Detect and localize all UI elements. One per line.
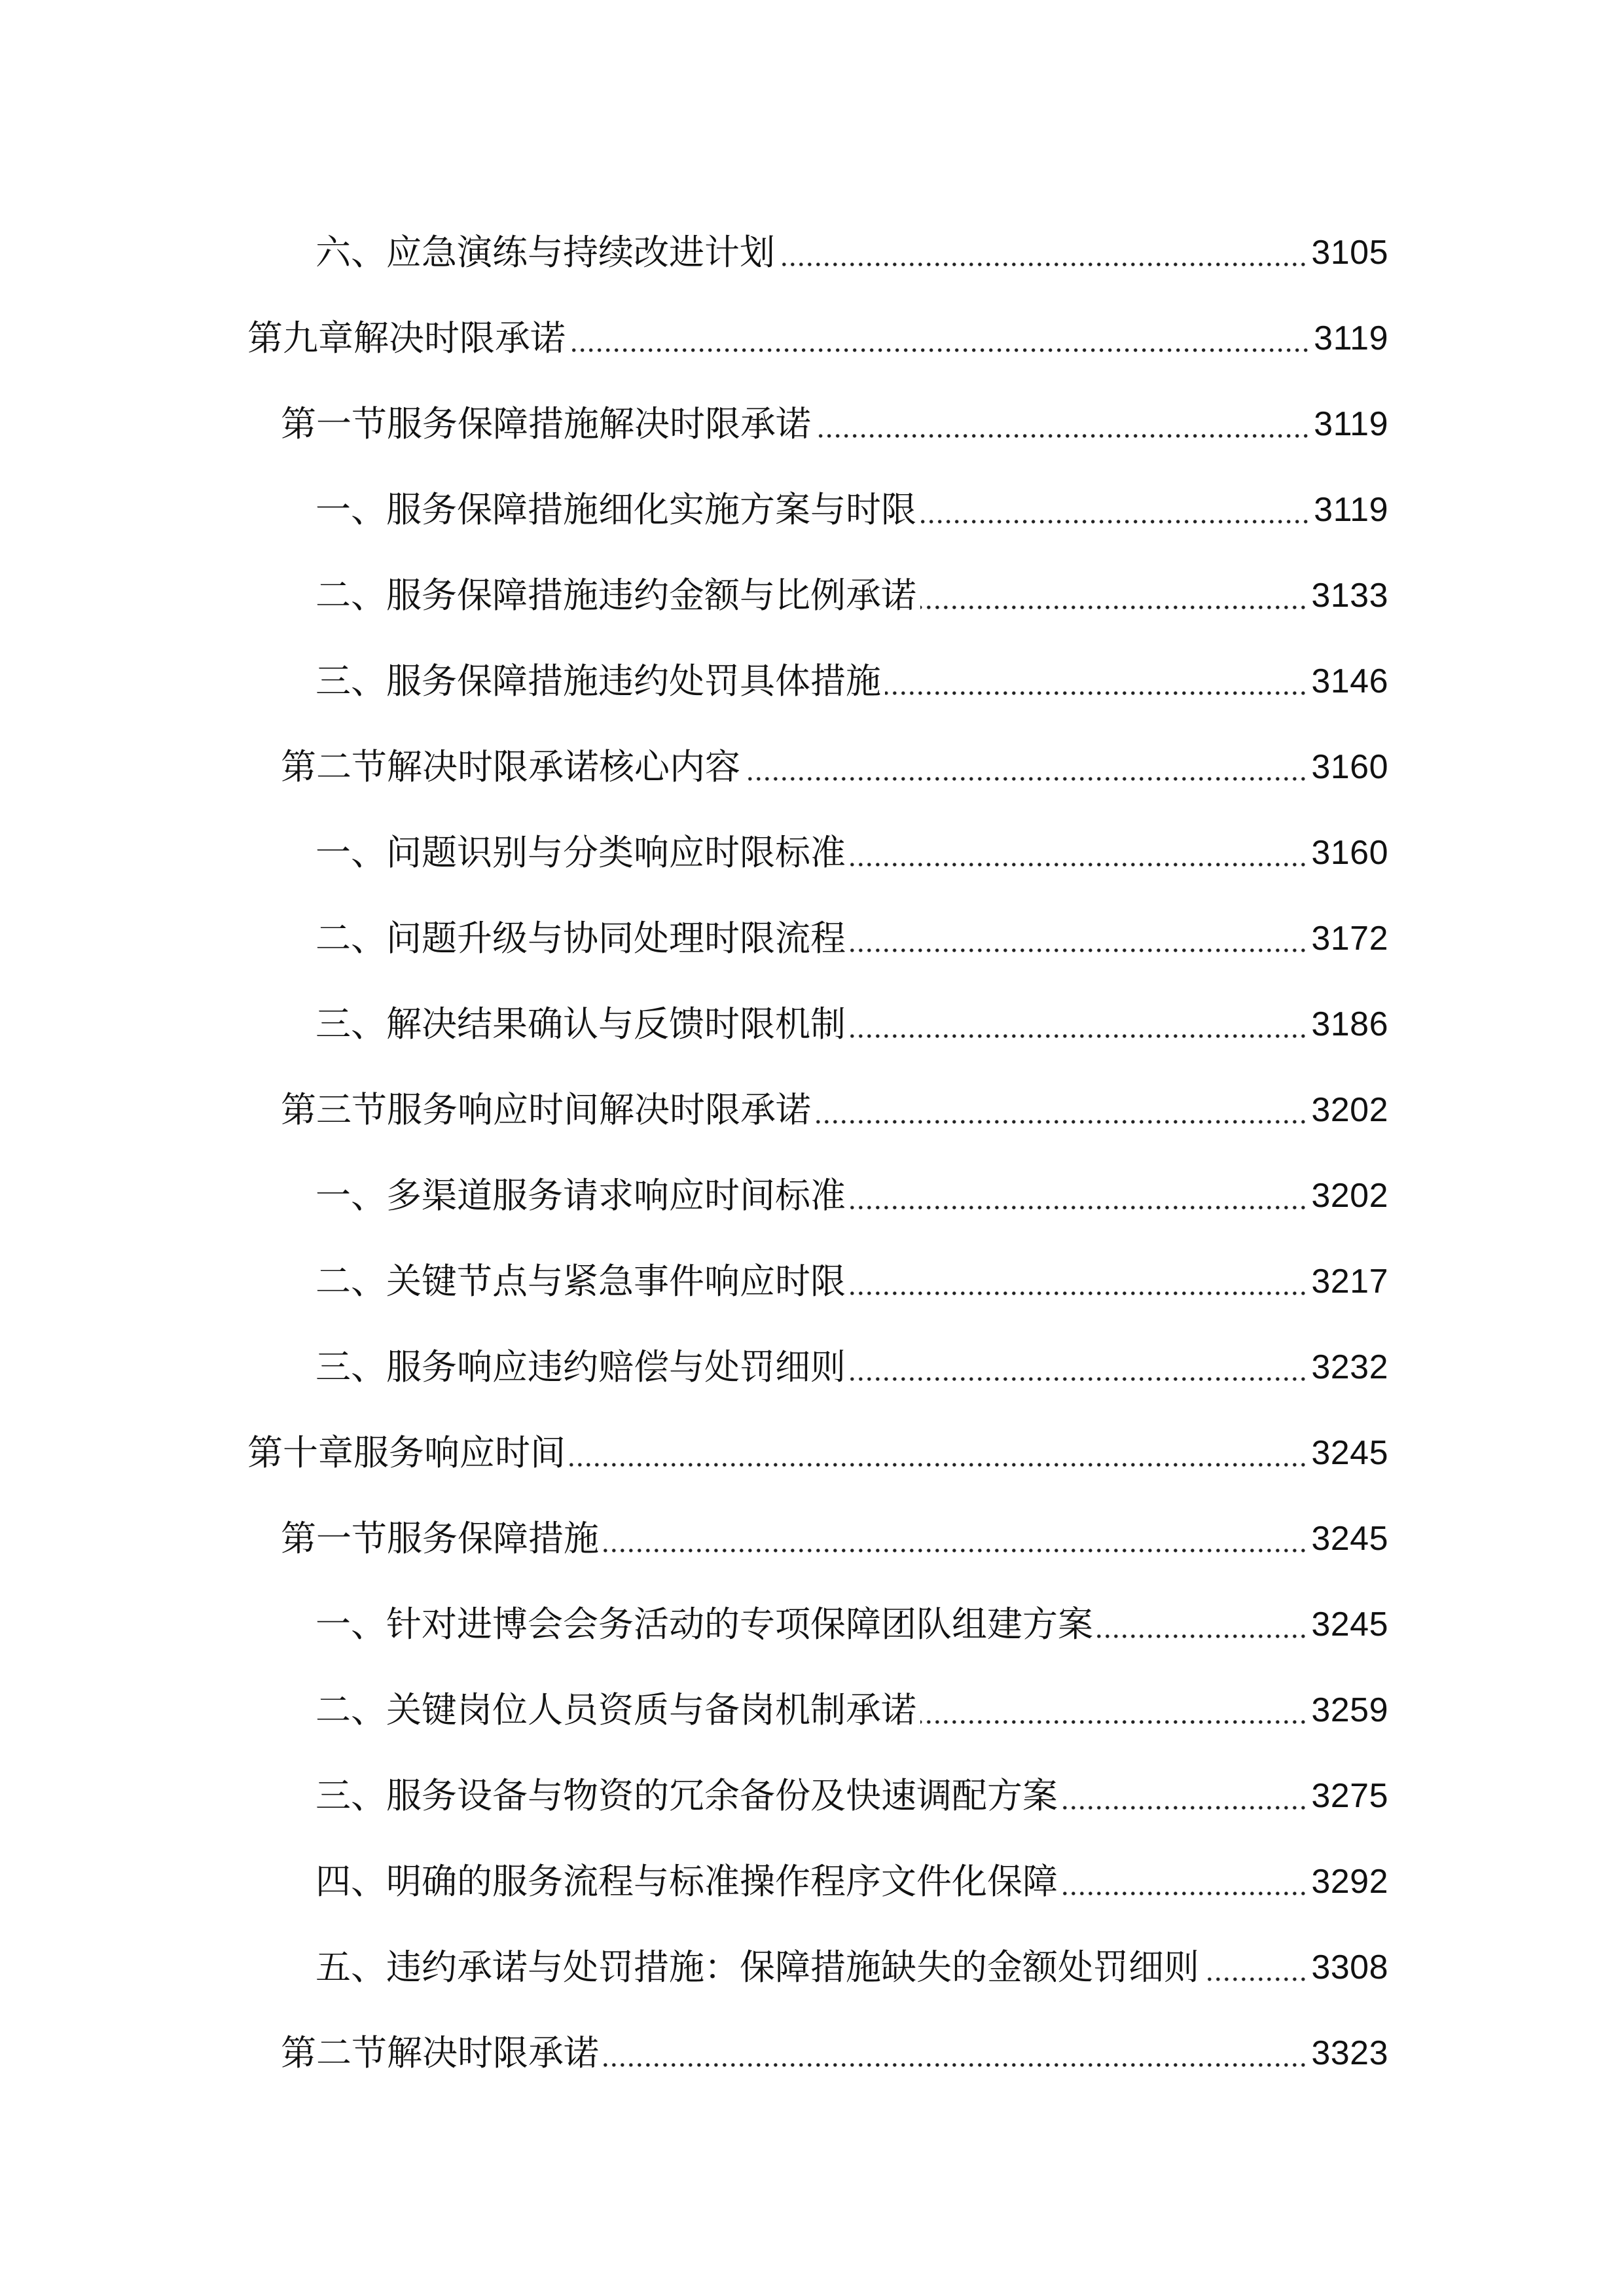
toc-page-number: 3119 [1314,404,1388,443]
toc-leader-dots [850,1204,1307,1211]
toc-page-number: 3160 [1311,833,1388,872]
toc-entry[interactable] [0,467,1388,552]
toc-page-number: 3202 [1311,1090,1388,1129]
toc-leader-dots [1203,1975,1307,1983]
toc-page-number: 3245 [1311,1605,1388,1643]
toc-entry[interactable] [0,895,1388,981]
toc-leader-dots [569,1461,1307,1469]
toc-leader-dots [569,346,1310,354]
toc-entry-title: 三、服务保障措施违约处罚具体措施 [316,660,881,702]
toc-entry-title: 二、关键岗位人员资质与备岗机制承诺 [316,1689,916,1731]
toc-page-number: 3160 [1311,747,1388,786]
toc-page-number: 3172 [1311,919,1388,958]
toc-entry-title: 第三节服务响应时间解决时限承诺 [281,1088,811,1130]
toc-entry-title: 三、解决结果确认与反馈时限机制 [316,1003,846,1045]
toc-leader-dots [603,2061,1307,2069]
toc-leader-dots [1097,1632,1307,1640]
toc-entry[interactable] [0,810,1388,895]
toc-leader-dots [850,1289,1307,1297]
toc-entry[interactable] [0,1839,1388,1924]
toc-page-number: 3275 [1311,1776,1388,1815]
toc-page-number: 3146 [1311,662,1388,700]
toc-entry[interactable] [0,552,1388,638]
toc-entry[interactable] [0,1667,1388,1753]
toc-entry-title: 一、问题识别与分类响应时限标准 [316,831,846,873]
table-of-contents [0,209,1624,2096]
toc-leader-dots [779,260,1307,268]
toc-entry[interactable] [0,295,1388,381]
toc-leader-dots [1062,1804,1307,1812]
toc-leader-dots [850,861,1307,869]
toc-page-number: 3259 [1311,1691,1388,1729]
toc-entry[interactable] [0,1410,1388,1496]
toc-entry-title: 第十章服务响应时间 [247,1431,566,1473]
toc-entry-title: 六、应急演练与持续改进计划 [316,231,775,273]
toc-entry-title: 二、服务保障措施违约金额与比例承诺 [316,574,916,616]
toc-leader-dots [920,518,1310,526]
toc-page-number: 3292 [1311,1862,1388,1901]
toc-entry[interactable] [0,1067,1388,1153]
toc-page-number: 3308 [1311,1948,1388,1986]
toc-leader-dots [920,1718,1307,1726]
toc-entry-title: 二、关键节点与紧急事件响应时限 [316,1260,846,1302]
toc-entry-title: 一、服务保障措施细化实施方案与时限 [316,488,916,530]
toc-leader-dots [603,1547,1307,1554]
toc-entry[interactable] [0,1753,1388,1839]
toc-entry[interactable] [0,1324,1388,1410]
toc-page-number: 3202 [1311,1176,1388,1215]
toc-entry-title: 二、问题升级与协同处理时限流程 [316,917,846,959]
toc-entry-title: 第一节服务保障措施解决时限承诺 [281,403,811,444]
toc-page-number: 3105 [1311,233,1388,272]
toc-entry[interactable] [0,2010,1388,2096]
toc-page-number: 3133 [1311,576,1388,615]
toc-leader-dots [815,432,1310,440]
toc-leader-dots [815,1118,1307,1126]
toc-entry-title: 三、服务响应违约赔偿与处罚细则 [316,1346,846,1388]
toc-entry-title: 四、明确的服务流程与标准操作程序文件化保障 [316,1860,1058,1902]
toc-leader-dots [850,1032,1307,1040]
toc-entry[interactable] [0,381,1388,467]
toc-leader-dots [885,689,1307,697]
toc-page-number: 3323 [1311,2034,1388,2072]
toc-page-number: 3245 [1311,1519,1388,1558]
toc-entry[interactable] [0,209,1388,295]
toc-page-number: 3245 [1311,1433,1388,1472]
toc-entry-title: 第二节解决时限承诺核心内容 [281,745,740,787]
toc-entry[interactable] [0,1153,1388,1238]
toc-page-number: 3119 [1314,319,1388,357]
toc-entry-title: 三、服务设备与物资的冗余备份及快速调配方案 [316,1774,1058,1816]
toc-entry-title: 五、违约承诺与处罚措施：保障措施缺失的金额处罚细则 [316,1946,1199,1988]
toc-entry-title: 第九章解决时限承诺 [247,317,566,359]
toc-page-number: 3186 [1311,1005,1388,1043]
toc-leader-dots [744,775,1307,783]
toc-entry[interactable] [0,1496,1388,1581]
toc-entry-title: 第一节服务保障措施 [281,1517,599,1559]
toc-page-number: 3217 [1311,1262,1388,1300]
toc-entry[interactable] [0,1924,1388,2010]
toc-entry-title: 第二节解决时限承诺 [281,2032,599,2073]
toc-page-number: 3232 [1311,1348,1388,1386]
toc-entry[interactable] [0,638,1388,724]
toc-leader-dots [920,603,1307,611]
toc-entry[interactable] [0,1238,1388,1324]
toc-page-number: 3119 [1314,490,1388,529]
toc-entry[interactable] [0,981,1388,1067]
toc-entry[interactable] [0,1581,1388,1667]
toc-leader-dots [850,946,1307,954]
toc-entry[interactable] [0,724,1388,810]
toc-entry-title: 一、多渠道服务请求响应时间标准 [316,1174,846,1216]
toc-entry-title: 一、针对进博会会务活动的专项保障团队组建方案 [316,1603,1093,1645]
toc-leader-dots [1062,1890,1307,1897]
toc-leader-dots [850,1375,1307,1383]
